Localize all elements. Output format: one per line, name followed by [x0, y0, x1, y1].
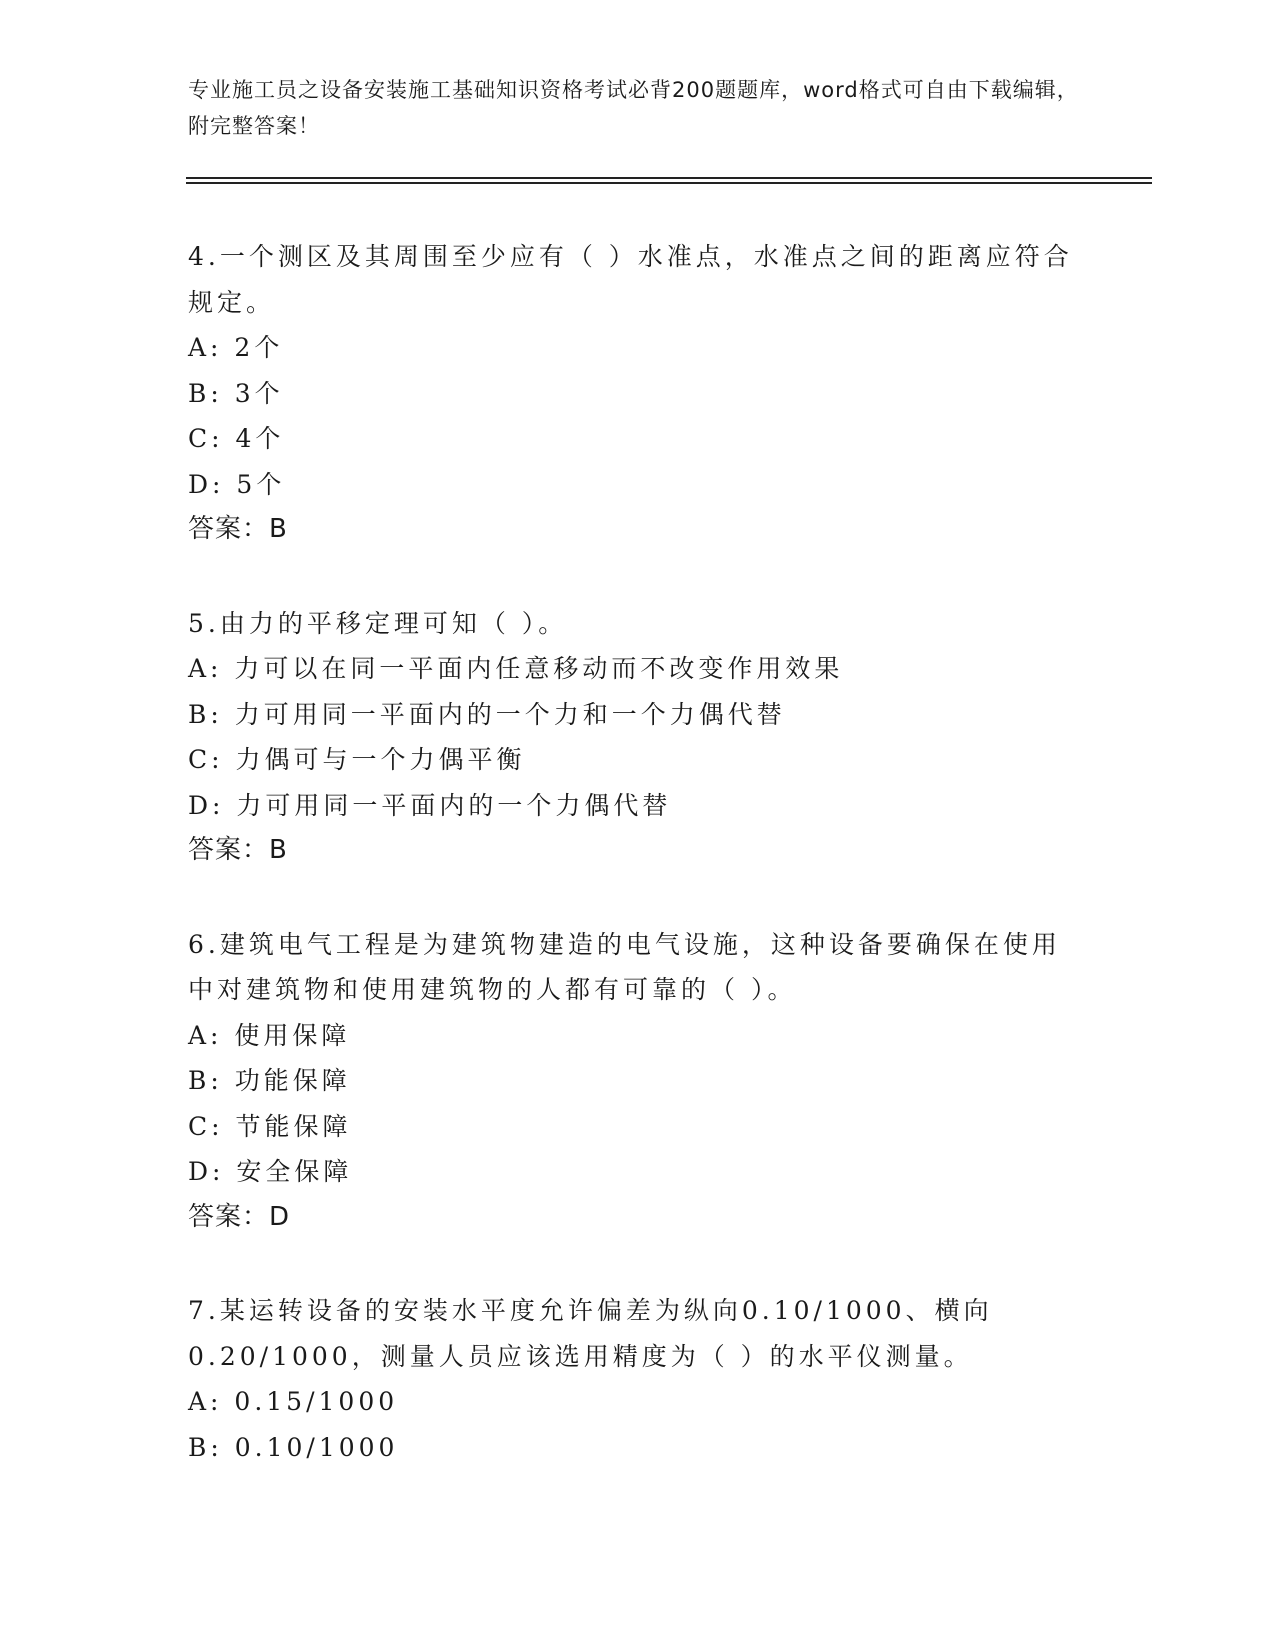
question-text: 6.建筑电气工程是为建筑物建造的电气设施，这种设备要确保在使用中对建筑物和使用建筑物的人都有可靠的（ ）。: [188, 929, 1061, 1004]
option-d: D: 安全保障: [188, 1157, 353, 1186]
option-c: C: 节能保障: [188, 1111, 352, 1141]
option-d: D: 5个: [188, 469, 286, 499]
option-c: C: 力偶可与一个力偶平衡: [188, 745, 526, 774]
option-b: B: 0.10/1000: [188, 1432, 399, 1462]
answer: 答案：B: [188, 514, 288, 544]
question-6: [188, 922, 1088, 1241]
question-text: 4.一个测区及其周围至少应有（ ）水准点，水准点之间的距离应符合规定。: [188, 242, 1073, 317]
question-5: [188, 601, 1088, 874]
option-a: A: 2个: [188, 333, 284, 362]
question-list: [188, 234, 1088, 1518]
document-header: 专业施工员之设备安装施工基础知识资格考试必背200题题库，word格式可自由下载编辑，附完整答案！: [188, 78, 1079, 138]
option-d: D: 力可用同一平面内的一个力偶代替: [188, 790, 672, 820]
option-b: B: 力可用同一平面内的一个力和一个力偶代替: [188, 699, 786, 729]
option-a: A: 0.15/1000: [188, 1387, 399, 1416]
question-4: [188, 234, 1088, 553]
option-a: A: 使用保障: [188, 1020, 351, 1050]
option-b: B: 功能保障: [188, 1066, 351, 1095]
option-c: C: 4个: [188, 424, 285, 453]
answer: 答案：B: [188, 835, 288, 865]
option-a: A: 力可以在同一平面内任意移动而不改变作用效果: [188, 654, 844, 683]
header-divider-top: [186, 177, 1152, 179]
question-text: 5.由力的平移定理可知（ ）。: [188, 608, 568, 638]
answer: 答案：D: [188, 1201, 291, 1232]
option-b: B: 3个: [188, 378, 284, 408]
question-text: 7.某运转设备的安装水平度允许偏差为纵向0.10/1000、横向0.20/1000，测量人员应该选用精度为（ ）的水平仪测量。: [188, 1296, 993, 1371]
question-7: [188, 1288, 1088, 1470]
header-divider-bottom: [186, 182, 1152, 184]
